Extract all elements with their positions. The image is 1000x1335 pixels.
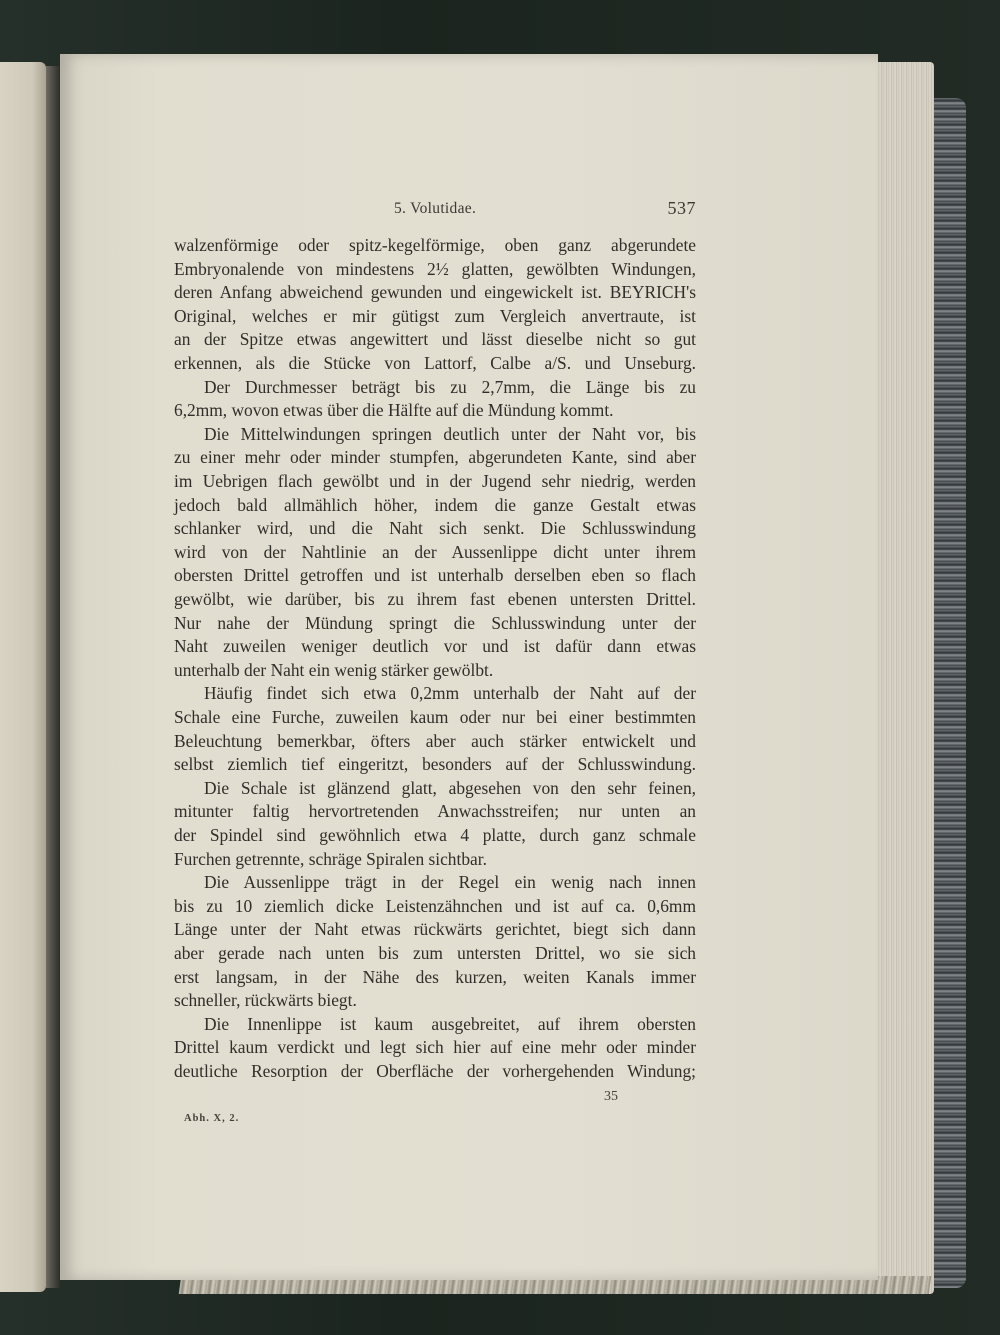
text-line: erkennen, als die Stücke von Lattorf, Calbe a/S. und Unseburg.: [174, 353, 696, 373]
text-line: Original, welches er mir gütigst zum Vergleich anvertraute, ist: [174, 305, 696, 326]
text-line: Naht zuweilen weniger deutlich vor und ist dafür dann etwas: [174, 636, 696, 657]
text-line: Die Innenlippe ist kaum ausgebreitet, auf ihrem obersten: [204, 1013, 696, 1034]
text-line: im Uebrigen flach gewölbt und in der Jugend sehr niedrig, werden: [174, 471, 696, 491]
text-line: bis zu 10 ziemlich dicke Leistenzähnchen und ist auf ca. 0,6mm: [174, 895, 696, 916]
text-line: unterhalb der Naht ein wenig stärker gewölbt.: [174, 659, 494, 680]
book-cover-edge: [932, 98, 966, 1288]
text-line: Der Durchmesser beträgt bis zu 2,7mm, die Länge bis zu: [204, 376, 696, 397]
text-line: Die Schale ist glänzend glatt, abgesehen von den sehr feinen,: [204, 777, 696, 798]
text-line: Schale eine Furche, zuweilen kaum oder nur bei einer bestimmten: [174, 707, 696, 727]
text-line: Häufig findet sich etwa 0,2mm unterhalb der Naht auf der: [204, 683, 696, 704]
sheet-number: 35: [604, 1089, 618, 1104]
text-line: Furchen getrennte, schräge Spiralen sichtbar.: [174, 848, 487, 869]
text-line: Embryonalende von mindestens 2½ glatten, gewölbten Windungen,: [174, 258, 696, 279]
text-line: schlanker wird, und die Naht sich senkt. Die Schlusswindung: [174, 518, 696, 539]
text-line: Länge unter der Naht etwas rückwärts gerichtet, biegt sich dann: [174, 919, 696, 940]
text-line: zu einer mehr oder minder stumpfen, abgerundeten Kante, sind aber: [174, 447, 696, 468]
facing-page-edge: [0, 62, 46, 1292]
text-line: deren Anfang abweichend gewunden und eingewickelt ist. BEYRICH's: [174, 282, 696, 303]
page-stack-edge: [872, 62, 934, 1294]
text-line: Nur nahe der Mündung springt die Schlusswindung unter der: [174, 612, 696, 633]
page-number: 537: [667, 198, 696, 218]
page-header: [394, 198, 696, 224]
text-line: Die Aussenlippe trägt in der Regel ein wenig nach innen: [204, 872, 696, 893]
text-line: Drittel kaum verdickt und legt sich hier auf eine mehr oder minder: [174, 1037, 696, 1058]
text-line: deutliche Resorption der Oberfläche der vorhergehenden Windung;: [174, 1061, 696, 1081]
text-line: Die Mittelwindungen springen deutlich unter der Naht vor, bis: [204, 423, 696, 444]
running-head: 5. Volutidae.: [394, 200, 477, 217]
text-line: obersten Drittel getroffen und ist unterhalb derselben eben so flach: [174, 565, 696, 586]
text-line: selbst ziemlich tief eingeritzt, besonders auf der Schlusswindung.: [174, 754, 696, 775]
text-line: Beleuchtung bemerkbar, öfters aber auch stärker entwickelt und: [174, 730, 696, 751]
text-line: aber gerade nach unten bis zum untersten Drittel, wo sie sich: [174, 943, 696, 963]
text-line: schneller, rückwärts biegt.: [174, 990, 357, 1011]
text-line: walzenförmige oder spitz-kegelförmige, oben ganz abgerundete: [174, 235, 696, 255]
book-gutter: [46, 66, 60, 1288]
text-line: wird von der Nahtlinie an der Aussenlippe dicht unter ihrem: [174, 541, 696, 562]
text-line: erst langsam, in der Nähe des kurzen, weiten Kanals immer: [174, 966, 696, 987]
text-line: der Spindel sind gewöhnlich etwa 4 platte, durch ganz schmale: [174, 825, 696, 845]
signature-mark: Abh. X, 2.: [184, 1113, 240, 1124]
text-line: gewölbt, wie darüber, bis zu ihrem fast ebenen untersten Drittel.: [174, 589, 696, 609]
text-line: an der Spitze etwas angewittert und lässt dieselbe nicht so gut: [174, 329, 696, 350]
text-line: mitunter faltig hervortretenden Anwachsstreifen; nur unten an: [174, 801, 696, 822]
text-line: jedoch bald allmählich höher, indem die ganze Gestalt etwas: [174, 494, 696, 515]
text-line: 6,2mm, wovon etwas über die Hälfte auf die Mündung kommt.: [174, 400, 614, 421]
